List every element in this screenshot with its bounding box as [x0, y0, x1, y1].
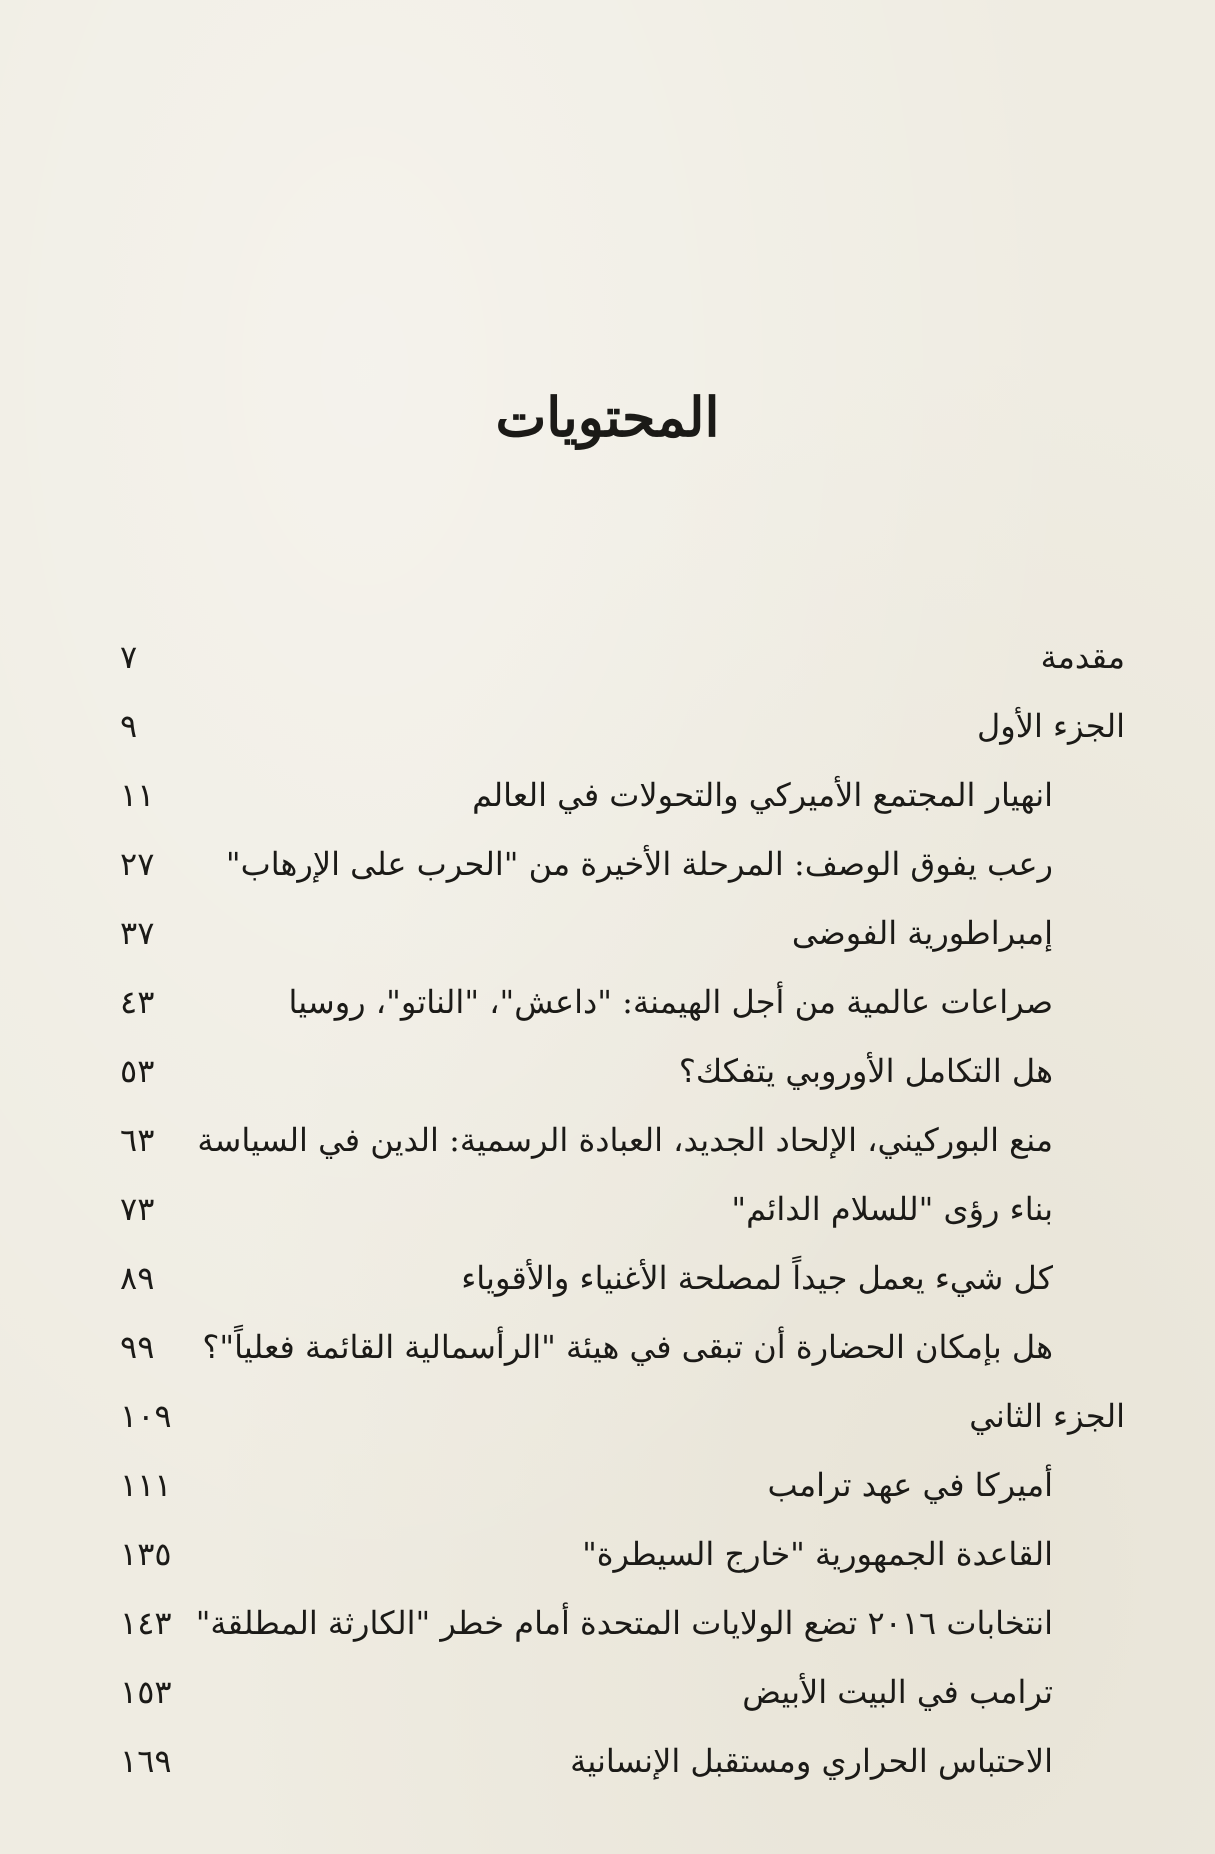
toc-entry: [120, 1312, 1125, 1381]
toc-entry: [120, 1174, 1125, 1243]
toc-entry-page: ٩٩: [120, 1327, 155, 1366]
toc-entry-page: ٧: [120, 637, 138, 676]
toc-entry: [120, 829, 1125, 898]
toc-entry: [120, 760, 1125, 829]
toc-entry-page: ١٤٣: [120, 1603, 172, 1642]
toc-entry: [120, 898, 1125, 967]
toc-entry: [120, 1036, 1125, 1105]
toc-entry-page: ٥٣: [120, 1051, 155, 1090]
toc-entry-label: كل شيء يعمل جيداً لمصلحة الأغنياء والأقوياء: [461, 1258, 1053, 1297]
toc-entry-page: ١٠٩: [120, 1396, 172, 1435]
toc-entry: [120, 1588, 1125, 1657]
toc-entry-page: ٦٣: [120, 1120, 155, 1159]
toc-entry: [120, 1450, 1125, 1519]
toc-entry: [120, 967, 1125, 1036]
toc-entry-label: الجزء الأول: [976, 706, 1125, 745]
toc-entry-label: إمبراطورية الفوضى: [791, 913, 1053, 952]
toc-entry-page: ٢٧: [120, 844, 155, 883]
toc-entry-page: ١١: [120, 775, 155, 814]
toc-entry-page: ١١١: [120, 1465, 172, 1504]
toc-entry-page: ٣٧: [120, 913, 155, 952]
toc-entry: [120, 691, 1125, 760]
toc-entry-label: هل التكامل الأوروبي يتفكك؟: [678, 1051, 1053, 1090]
toc-entry-label: أميركا في عهد ترامب: [767, 1465, 1053, 1504]
page-title: المحتويات: [495, 385, 720, 449]
toc-entry: [120, 1105, 1125, 1174]
toc-entry-label: منع البوركيني، الإلحاد الجديد، العبادة الرسمية: الدين في السياسة: [197, 1120, 1053, 1159]
toc-entry-label: الاحتباس الحراري ومستقبل الإنسانية: [570, 1741, 1053, 1780]
toc-entry-page: ٧٣: [120, 1189, 155, 1228]
toc-entry: [120, 622, 1125, 691]
toc-entry: [120, 1381, 1125, 1450]
table-of-contents: [120, 622, 1125, 1795]
toc-entry-label: انهيار المجتمع الأميركي والتحولات في العالم: [472, 775, 1053, 814]
toc-entry: [120, 1657, 1125, 1726]
toc-entry-page: ٤٣: [120, 982, 155, 1021]
toc-entry-label: ترامب في البيت الأبيض: [742, 1672, 1053, 1711]
toc-entry-label: انتخابات ٢٠١٦ تضع الولايات المتحدة أمام خطر "الكارثة المطلقة": [195, 1603, 1053, 1642]
toc-entry-label: رعب يفوق الوصف: المرحلة الأخيرة من "الحرب على الإرهاب": [225, 844, 1053, 883]
toc-entry-page: ٨٩: [120, 1258, 155, 1297]
toc-entry-page: ١٦٩: [120, 1741, 172, 1780]
toc-entry: [120, 1519, 1125, 1588]
toc-entry: [120, 1243, 1125, 1312]
toc-entry-page: ١٣٥: [120, 1534, 172, 1573]
toc-entry-page: ١٥٣: [120, 1672, 172, 1711]
toc-entry-label: الجزء الثاني: [969, 1396, 1125, 1435]
toc-entry-label: القاعدة الجمهورية "خارج السيطرة": [582, 1534, 1053, 1573]
toc-entry-label: صراعات عالمية من أجل الهيمنة: "داعش"، "الناتو"، روسيا: [288, 982, 1053, 1021]
toc-entry: [120, 1726, 1125, 1795]
toc-entry-label: مقدمة: [1040, 637, 1125, 676]
toc-entry-page: ٩: [120, 706, 138, 745]
toc-entry-label: هل بإمكان الحضارة أن تبقى في هيئة "الرأسمالية القائمة فعلياً"؟: [202, 1327, 1053, 1366]
toc-entry-label: بناء رؤى "للسلام الدائم": [731, 1189, 1053, 1228]
